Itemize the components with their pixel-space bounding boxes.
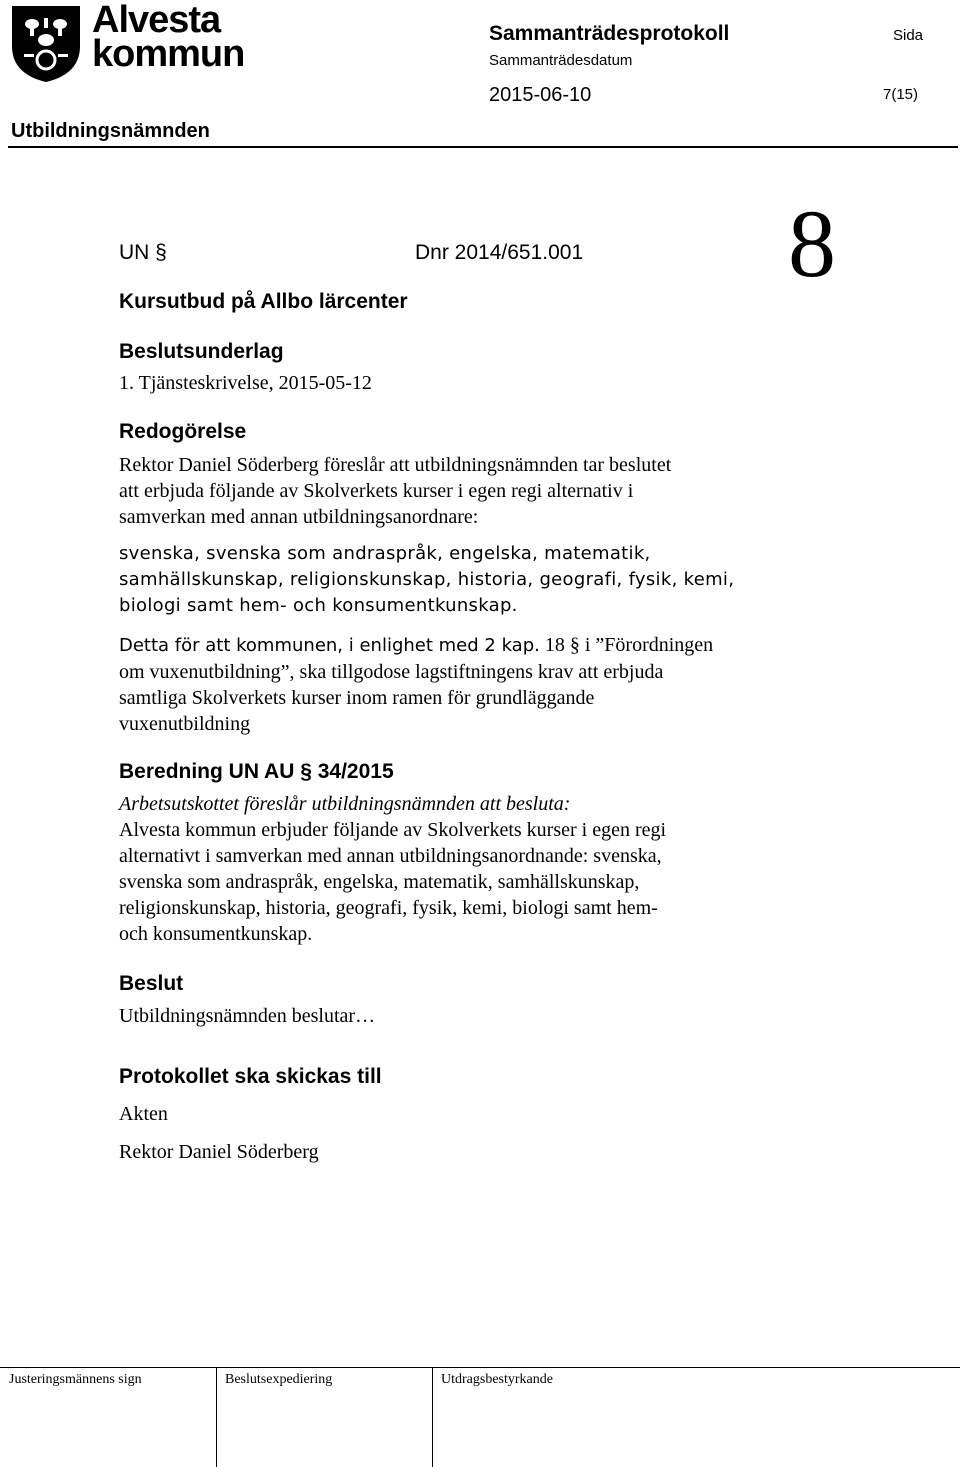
text-line: att erbjuda följande av Skolverkets kurser i egen regi alternativ i bbox=[119, 480, 634, 502]
meeting-date-label: Sammanträdesdatum bbox=[489, 52, 633, 69]
diary-number: Dnr 2014/651.001 bbox=[415, 241, 584, 264]
distribution-heading: Protokollet ska skickas till bbox=[119, 1065, 382, 1088]
committee-name: Utbildningsnämnden bbox=[11, 120, 210, 142]
text-line: samverkan med annan utbildningsanordnare: bbox=[119, 506, 479, 528]
meeting-date: 2015-06-10 bbox=[489, 84, 592, 106]
logo-wordmark-kommun: kommun bbox=[92, 33, 245, 75]
text-line: samtliga Skolverkets kurser inom ramen för grundläggande bbox=[119, 687, 595, 709]
logo-wordmark-alvesta: Alvesta bbox=[92, 0, 221, 41]
paragraph-number: 8 bbox=[788, 190, 836, 297]
redogorelse-paragraph-2 bbox=[119, 541, 759, 619]
municipality-crest-logo bbox=[10, 4, 82, 84]
footer-column-divider bbox=[216, 1367, 217, 1467]
document-title: Sammanträdesprotokoll bbox=[489, 22, 730, 45]
redogorelse-paragraph-3 bbox=[119, 632, 759, 737]
footer-column-divider bbox=[432, 1367, 433, 1467]
text-segment: 18 § i ”Förordningen bbox=[539, 634, 714, 656]
text-line: biologi samt hem- och konsumentkunskap. bbox=[119, 595, 518, 616]
text-line: och konsumentkunskap. bbox=[119, 923, 313, 945]
text-line: Alvesta kommun erbjuder följande av Skolverkets kurser i egen regi bbox=[119, 819, 667, 841]
page-number: 7(15) bbox=[883, 86, 919, 103]
text-line: vuxenutbildning bbox=[119, 713, 251, 735]
item-code: UN § bbox=[119, 241, 167, 264]
redogorelse-paragraph-1 bbox=[119, 452, 759, 530]
text-line: svenska, svenska som andraspråk, engelska, matematik, bbox=[119, 543, 651, 564]
distribution-recipient: Rektor Daniel Söderberg bbox=[119, 1141, 319, 1163]
beredning-heading: Beredning UN AU § 34/2015 bbox=[119, 760, 394, 783]
text-line: religionskunskap, historia, geografi, fysik, kemi, biologi samt hem- bbox=[119, 897, 658, 919]
beredning-proposal bbox=[119, 817, 759, 947]
item-title: Kursutbud på Allbo lärcenter bbox=[119, 290, 408, 313]
footer-adjusters-signature: Justeringsmännens sign bbox=[9, 1372, 142, 1387]
footer-extract-certification: Utdragsbestyrkande bbox=[441, 1372, 553, 1387]
text-line: Rektor Daniel Söderberg föreslår att utbildningsnämnden tar beslutet bbox=[119, 454, 672, 476]
text-line: om vuxenutbildning”, ska tillgodose lagstiftningens krav att erbjuda bbox=[119, 661, 664, 683]
text-line: svenska som andraspråk, engelska, matematik, samhällskunskap, bbox=[119, 871, 640, 893]
footer-decision-dispatch: Beslutsexpediering bbox=[225, 1372, 333, 1387]
header-divider bbox=[8, 146, 958, 148]
text-line: alternativt i samverkan med annan utbildningsanordnande: svenska, bbox=[119, 845, 662, 867]
text-segment: Detta för att kommunen, i enlighet med 2 kap. bbox=[119, 635, 540, 656]
beslut-heading: Beslut bbox=[119, 972, 184, 995]
distribution-recipient: Akten bbox=[119, 1103, 168, 1125]
text-line bbox=[119, 632, 759, 659]
beslut-text: Utbildningsnämnden beslutar… bbox=[119, 1005, 376, 1027]
signature-footer bbox=[0, 1367, 960, 1467]
beredning-proposal-intro: Arbetsutskottet föreslår utbildningsnämnden att besluta: bbox=[119, 793, 571, 815]
redogorelse-heading: Redogörelse bbox=[119, 420, 247, 443]
page-label: Sida bbox=[893, 27, 924, 44]
footer-divider bbox=[0, 1367, 960, 1368]
text-line: samhällskunskap, religionskunskap, historia, geografi, fysik, kemi, bbox=[119, 569, 735, 590]
beslutsunderlag-heading: Beslutsunderlag bbox=[119, 340, 284, 363]
beslutsunderlag-item: 1. Tjänsteskrivelse, 2015-05-12 bbox=[119, 372, 372, 394]
